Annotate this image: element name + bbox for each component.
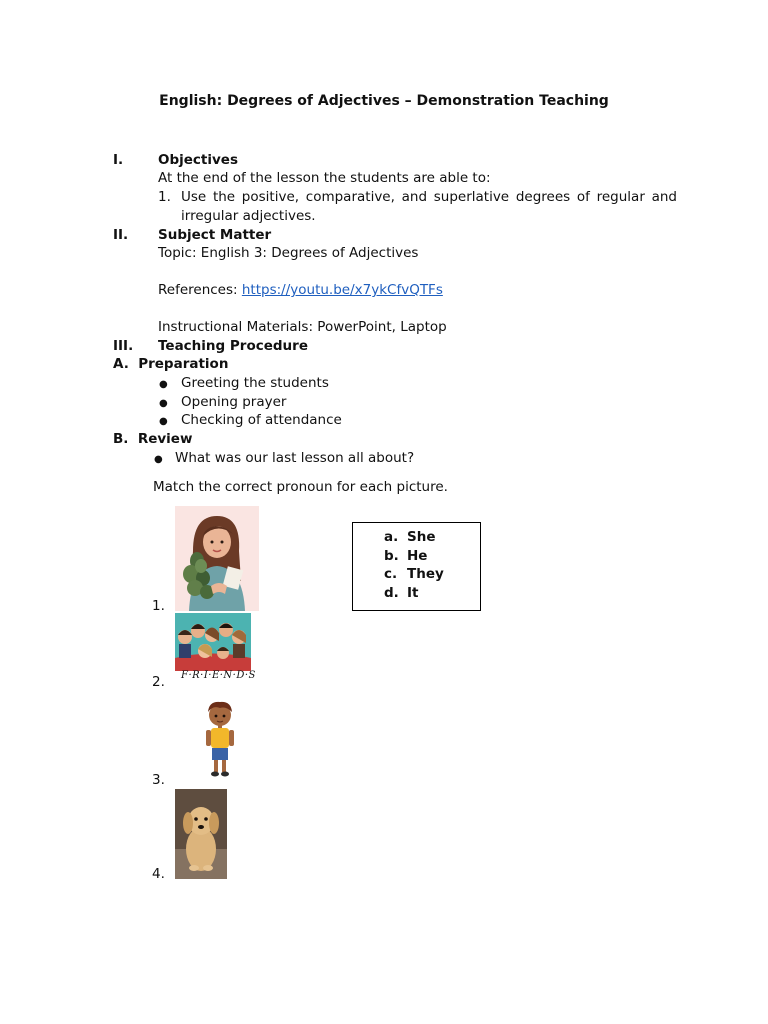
procedure-heading: Teaching Procedure	[158, 338, 308, 354]
woman-with-plant-picture	[175, 506, 259, 611]
choice-text: She	[407, 529, 436, 545]
references-link[interactable]: https://youtu.be/x7ykCfvQTFs	[241, 282, 443, 298]
objective-item-text: Use the positive, comparative, and superlative degrees of regular and irregular adjectives.	[181, 189, 677, 224]
picture-number: 3.	[152, 772, 165, 788]
objectives-heading: Objectives	[158, 152, 238, 168]
bullet-icon: ●	[159, 379, 168, 390]
materials-line: Instructional Materials: PowerPoint, Laptop	[158, 319, 447, 335]
friends-caption: F·R·I·E·N·D·S	[181, 670, 256, 681]
procedure-numeral: III.	[113, 338, 134, 354]
references-line	[158, 281, 443, 299]
preparation-item: Checking of attendance	[181, 412, 342, 428]
bullet-icon: ●	[159, 416, 168, 427]
subject-matter-heading: Subject Matter	[158, 227, 272, 243]
bullet-icon: ●	[154, 454, 163, 465]
puppy-picture	[175, 789, 227, 879]
bullet-icon: ●	[159, 398, 168, 409]
choice-text: They	[407, 566, 444, 582]
picture-number: 1.	[152, 598, 165, 614]
preparation-item: Opening prayer	[181, 394, 287, 410]
objectives-intro: At the end of the lesson the students are able to:	[158, 170, 491, 186]
picture-number: 4.	[152, 866, 165, 882]
review-question: What was our last lesson all about?	[175, 450, 415, 466]
page-title: English: Degrees of Adjectives – Demonstration Teaching	[159, 93, 609, 109]
friends-group-picture	[175, 613, 251, 671]
subject-matter-numeral: II.	[113, 227, 129, 243]
objective-item-number: 1.	[158, 189, 171, 205]
choice-text: He	[407, 548, 428, 564]
choice-letter: c.	[384, 566, 398, 582]
topic-line: Topic: English 3: Degrees of Adjectives	[158, 245, 419, 261]
picture-number: 2.	[152, 674, 165, 690]
preparation-heading: A. Preparation	[113, 356, 229, 372]
preparation-item: Greeting the students	[181, 375, 329, 391]
boy-cartoon-picture	[195, 700, 245, 780]
references-label: References:	[158, 282, 238, 298]
review-instruction: Match the correct pronoun for each picture.	[153, 479, 448, 495]
objectives-numeral: I.	[113, 152, 124, 168]
choice-text: It	[407, 585, 419, 601]
choice-letter: b.	[384, 548, 399, 564]
pronoun-choices-box	[352, 522, 481, 611]
choice-letter: a.	[384, 529, 399, 545]
review-heading: B. Review	[113, 431, 193, 447]
choice-letter: d.	[384, 585, 399, 601]
